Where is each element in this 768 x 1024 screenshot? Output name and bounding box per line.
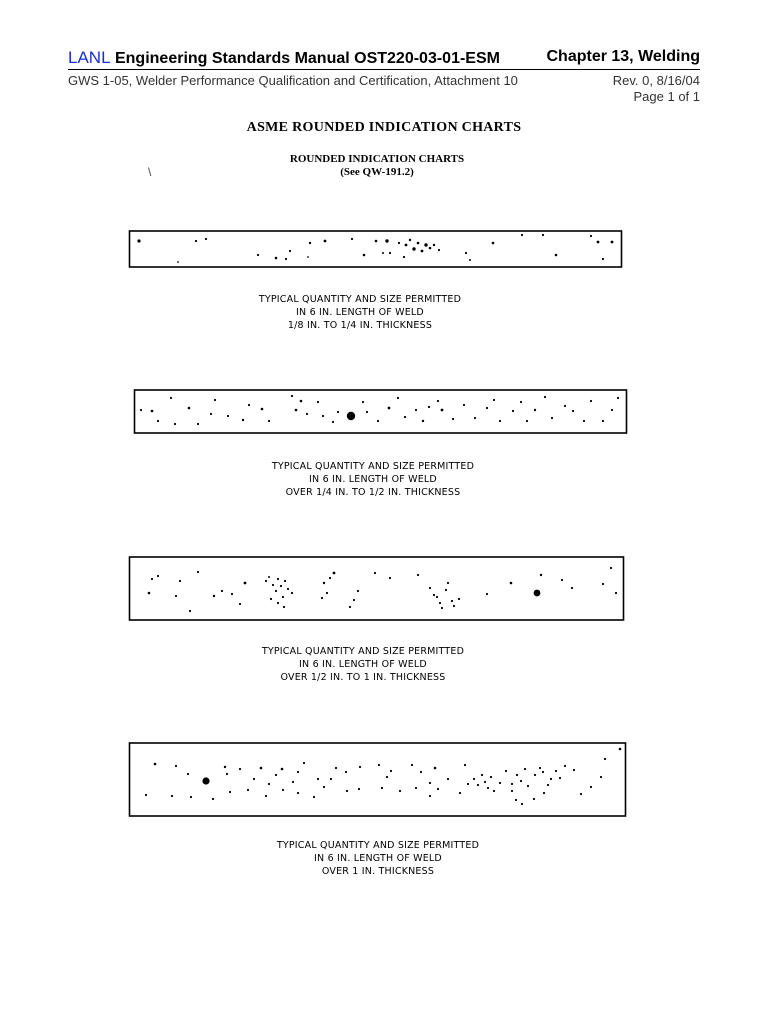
indication-dot [490, 776, 492, 778]
indication-dot [260, 767, 263, 770]
caption-line: IN 6 IN. LENGTH OF WELD [309, 474, 437, 485]
indication-dot [349, 606, 351, 608]
indication-dot [459, 792, 461, 794]
indication-dot [441, 409, 444, 412]
chapter-title: Chapter 13, Welding [546, 48, 700, 65]
indication-dot [465, 252, 467, 254]
indication-dot [309, 242, 311, 244]
indication-dot [417, 242, 420, 245]
indication-dot [521, 234, 523, 236]
indication-dot [257, 254, 259, 256]
indication-dot [590, 235, 592, 237]
indication-dot [429, 587, 431, 589]
indication-dot [321, 597, 323, 599]
indication-dot [511, 783, 513, 785]
indication-dot [291, 592, 293, 594]
indication-dot [617, 397, 619, 399]
rounded-indication-chart-3 [128, 555, 626, 623]
indication-dot [346, 790, 348, 792]
caption-line: OVER 1/4 IN. TO 1/2 IN. THICKNESS [285, 487, 461, 498]
caption-line: OVER 1 IN. THICKNESS [321, 866, 435, 877]
indication-dot [333, 572, 336, 575]
header-rule [68, 69, 700, 70]
indication-dot [323, 582, 325, 584]
weld-length-frame [130, 231, 622, 267]
weld-length-frame [135, 390, 627, 433]
indication-dot [313, 796, 315, 798]
indication-dot [551, 417, 553, 419]
indication-dot [272, 584, 274, 586]
indication-dot [473, 778, 475, 780]
indication-dot [540, 574, 542, 576]
indication-dot [611, 409, 613, 411]
indication-dot [433, 244, 435, 246]
indication-dot [415, 409, 417, 411]
chart-2-caption [213, 460, 533, 499]
indication-dot [533, 798, 535, 800]
indication-dot [428, 406, 430, 408]
indication-dot [429, 795, 431, 797]
indication-dot [175, 765, 177, 767]
indication-dot [492, 242, 495, 245]
indication-dot [611, 241, 614, 244]
indication-dot [561, 579, 563, 581]
indication-dot [451, 600, 453, 602]
indication-dot [137, 239, 140, 242]
caption-line: TYPICAL QUANTITY AND SIZE PERMITTED [261, 646, 465, 657]
indication-dot [524, 768, 526, 770]
indication-dot [287, 588, 289, 590]
indication-dot [226, 773, 228, 775]
indication-dot [303, 762, 305, 764]
indication-dot [447, 778, 449, 780]
caption-line: IN 6 IN. LENGTH OF WELD [314, 853, 442, 864]
indication-dot [388, 407, 391, 410]
indication-dot [353, 599, 355, 601]
indication-dot [335, 767, 337, 769]
indication-dot [571, 587, 573, 589]
revision-block [613, 73, 700, 105]
indication-dot [382, 252, 384, 254]
indication-dot [297, 792, 299, 794]
indication-dot [484, 781, 486, 783]
scanned-chart-heading [0, 153, 754, 179]
indication-dot [205, 238, 207, 240]
indication-dot [289, 250, 291, 252]
revision-date: Rev. 0, 8/16/04 [612, 73, 700, 88]
indication-dot [229, 791, 231, 793]
indication-dot [447, 582, 449, 584]
indication-dot [417, 574, 419, 576]
indication-dot [221, 590, 223, 592]
indication-dot [439, 602, 441, 604]
indication-dot [615, 592, 617, 594]
indication-dot [389, 577, 391, 579]
indication-dot [283, 606, 285, 608]
indication-dot [323, 786, 325, 788]
indication-dot [363, 254, 366, 257]
indication-dot [610, 567, 612, 569]
chart-3-caption [203, 645, 523, 684]
indication-dot [515, 799, 517, 801]
indication-dots [137, 234, 613, 263]
indication-dot [477, 784, 479, 786]
indication-dot [362, 401, 364, 403]
indication-dot [210, 413, 212, 415]
indication-dot [151, 578, 153, 580]
indication-dot [261, 408, 264, 411]
indication-dot [148, 592, 151, 595]
indication-dot [366, 411, 368, 413]
document-subtitle: GWS 1-05, Welder Performance Qualification and Certification, Attachment 10 [68, 73, 518, 88]
indication-dot [521, 803, 523, 805]
indication-dot [306, 413, 308, 415]
indication-dot [542, 234, 544, 236]
indication-dot [405, 244, 408, 247]
indication-dot [441, 607, 443, 609]
indication-dot [140, 409, 142, 411]
page-number: Page 1 of 1 [633, 89, 700, 104]
indication-dot [542, 771, 544, 773]
indication-dot [453, 605, 455, 607]
indication-dot [329, 577, 331, 579]
indication-dot [619, 748, 622, 751]
caption-line: 1/8 IN. TO 1/4 IN. THICKNESS [287, 320, 433, 331]
indication-dot [300, 400, 303, 403]
indication-dot [580, 793, 582, 795]
indication-dot [602, 258, 604, 260]
indication-dot [527, 785, 529, 787]
indication-dot [231, 593, 233, 595]
indication-dot [403, 256, 405, 258]
indication-dot [359, 766, 361, 768]
indication-dot [604, 758, 606, 760]
indication-dot [177, 261, 179, 263]
indication-dot [326, 592, 328, 594]
indication-dot [282, 596, 284, 598]
indication-dot [277, 578, 279, 580]
weld-length-frame [130, 557, 624, 620]
indication-dot [189, 610, 191, 612]
indication-dot [281, 768, 284, 771]
indication-dot [322, 415, 324, 417]
indication-dot [330, 778, 332, 780]
indication-dot [505, 770, 507, 772]
indication-dot [534, 590, 541, 597]
indication-dot [275, 257, 278, 260]
indication-dot [474, 417, 476, 419]
indication-dot [285, 258, 287, 260]
indication-dot [564, 765, 566, 767]
caption-line: TYPICAL QUANTITY AND SIZE PERMITTED [271, 461, 475, 472]
indication-dot [386, 776, 388, 778]
indication-dot [295, 409, 298, 412]
indication-dot [481, 774, 483, 776]
scanned-chart-title: ROUNDED INDICATION CHARTS [289, 153, 465, 165]
indication-dot [600, 776, 602, 778]
indication-dot [573, 769, 575, 771]
indication-dot [188, 407, 191, 410]
indication-dot [277, 602, 279, 604]
indication-dot [420, 771, 422, 773]
indication-dot [547, 784, 549, 786]
indication-dot [559, 777, 561, 779]
indication-dots [145, 748, 621, 805]
indication-dot [332, 421, 334, 423]
indication-dot [171, 795, 173, 797]
indication-dot [247, 789, 249, 791]
caption-line: TYPICAL QUANTITY AND SIZE PERMITTED [258, 294, 462, 305]
indication-dot [268, 420, 270, 422]
indication-dot [397, 397, 399, 399]
caption-line: TYPICAL QUANTITY AND SIZE PERMITTED [276, 840, 480, 851]
indication-dot [486, 407, 488, 409]
indication-dot [195, 240, 197, 242]
indication-dot [242, 419, 244, 421]
indication-dot [433, 594, 435, 596]
indication-dot [404, 416, 406, 418]
indication-dot [445, 589, 447, 591]
rounded-indication-chart-1 [128, 229, 624, 271]
indication-dot [227, 415, 229, 417]
indication-dot [151, 410, 154, 413]
indication-dot [555, 770, 557, 772]
document-title: ASME ROUNDED INDICATION CHARTS [246, 120, 522, 135]
indication-dot [511, 790, 513, 792]
manual-title: Engineering Standards Manual OST220-03-01-ESM [114, 50, 500, 67]
indication-dot [493, 790, 495, 792]
indication-dot [385, 239, 388, 242]
indication-dot [487, 787, 489, 789]
indication-dot [174, 423, 176, 425]
indication-dot [564, 405, 566, 407]
indication-dot [458, 598, 460, 600]
indication-dot [422, 420, 424, 422]
indication-dot [437, 400, 439, 402]
indication-dot [590, 400, 592, 402]
indication-dot [436, 596, 438, 598]
indication-dot [239, 768, 241, 770]
indication-dot [539, 767, 541, 769]
indication-dot [378, 764, 380, 766]
indication-dots [140, 395, 619, 425]
indication-dot [187, 773, 189, 775]
indication-dot [493, 399, 495, 401]
indication-dot [399, 790, 401, 792]
indication-dot [583, 420, 585, 422]
indication-dot [280, 585, 282, 587]
indication-dot [602, 420, 604, 422]
indication-dot [526, 420, 528, 422]
indication-dot [351, 238, 353, 240]
indication-dot [212, 798, 214, 800]
indication-dot [213, 595, 215, 597]
indication-dot [390, 770, 392, 772]
indication-dot [157, 420, 159, 422]
indication-dot [214, 399, 216, 401]
indication-dot [179, 580, 181, 582]
indication-dot [520, 780, 522, 782]
indication-dot [429, 247, 432, 250]
indication-dot [317, 778, 319, 780]
indication-dot [197, 571, 199, 573]
indication-dot [265, 580, 267, 582]
indication-dot [411, 764, 413, 766]
indication-dot [224, 766, 226, 768]
caption-line: OVER 1/2 IN. TO 1 IN. THICKNESS [280, 672, 446, 683]
indication-dot [202, 777, 209, 784]
chart-4-caption [218, 839, 538, 878]
indication-dot [415, 787, 417, 789]
indication-dot [275, 590, 277, 592]
indication-dot [307, 256, 309, 258]
indication-dot [534, 409, 536, 411]
indication-dot [421, 250, 424, 253]
indication-dot [550, 778, 552, 780]
indication-dot [572, 410, 574, 412]
page-header [68, 48, 700, 70]
indication-dot [170, 397, 172, 399]
scan-artifact-mark: \ [148, 165, 152, 179]
indication-dot [409, 239, 411, 241]
indication-dot [512, 410, 514, 412]
lanl-logo-text: LANL [68, 48, 111, 67]
indication-dot [270, 598, 272, 600]
indication-dot [197, 423, 199, 425]
caption-line: IN 6 IN. LENGTH OF WELD [296, 307, 424, 318]
indication-dot [275, 774, 277, 776]
indication-dot [520, 401, 522, 403]
indication-dot [463, 404, 465, 406]
indication-dot [375, 240, 378, 243]
indication-dot [345, 771, 347, 773]
indication-dot [175, 595, 177, 597]
indication-dot [429, 782, 431, 784]
indication-dot [347, 412, 355, 420]
indication-dot [253, 778, 255, 780]
indication-dot [434, 767, 437, 770]
rounded-indication-chart-2 [133, 388, 629, 436]
indication-dot [499, 782, 501, 784]
manual-header [68, 48, 500, 68]
rounded-indication-chart-4 [128, 741, 628, 819]
indication-dot [265, 795, 267, 797]
caption-line: IN 6 IN. LENGTH OF WELD [299, 659, 427, 670]
indication-dot [590, 786, 592, 788]
indication-dots [148, 567, 617, 612]
indication-dot [437, 788, 439, 790]
indication-dot [297, 771, 299, 773]
indication-dot [244, 582, 247, 585]
indication-dot [499, 420, 501, 422]
indication-dot [555, 254, 558, 257]
indication-dot [324, 240, 327, 243]
indication-dot [248, 404, 250, 406]
scanned-chart-reference: (See QW-191.2) [340, 166, 414, 178]
indication-dot [268, 576, 270, 578]
indication-dot [381, 787, 383, 789]
indication-dot [239, 603, 241, 605]
indication-dot [317, 401, 319, 403]
indication-dot [534, 774, 536, 776]
indication-dot [389, 252, 391, 254]
indication-dot [469, 259, 471, 261]
indication-dot [157, 575, 159, 577]
indication-dot [358, 788, 360, 790]
indication-dot [452, 418, 454, 420]
chart-1-caption [200, 293, 520, 332]
indication-dot [544, 396, 546, 398]
indication-dot [543, 792, 545, 794]
indication-dot [510, 582, 513, 585]
indication-dot [374, 572, 376, 574]
indication-dot [467, 783, 469, 785]
indication-dot [337, 411, 339, 413]
indication-dot [597, 241, 600, 244]
indication-dot [377, 420, 379, 422]
indication-dot [424, 243, 427, 246]
indication-dot [486, 593, 488, 595]
indication-dot [190, 796, 192, 798]
indication-dot [602, 583, 604, 585]
indication-dot [268, 783, 270, 785]
indication-dot [154, 763, 157, 766]
indication-dot [412, 247, 415, 250]
indication-dot [292, 781, 294, 783]
indication-dot [516, 774, 518, 776]
indication-dot [284, 580, 286, 582]
indication-dot [398, 242, 400, 244]
indication-dot [145, 794, 147, 796]
indication-dot [291, 395, 293, 397]
indication-dot [357, 590, 359, 592]
indication-dot [282, 789, 284, 791]
indication-dot [438, 249, 440, 251]
indication-dot [464, 764, 466, 766]
